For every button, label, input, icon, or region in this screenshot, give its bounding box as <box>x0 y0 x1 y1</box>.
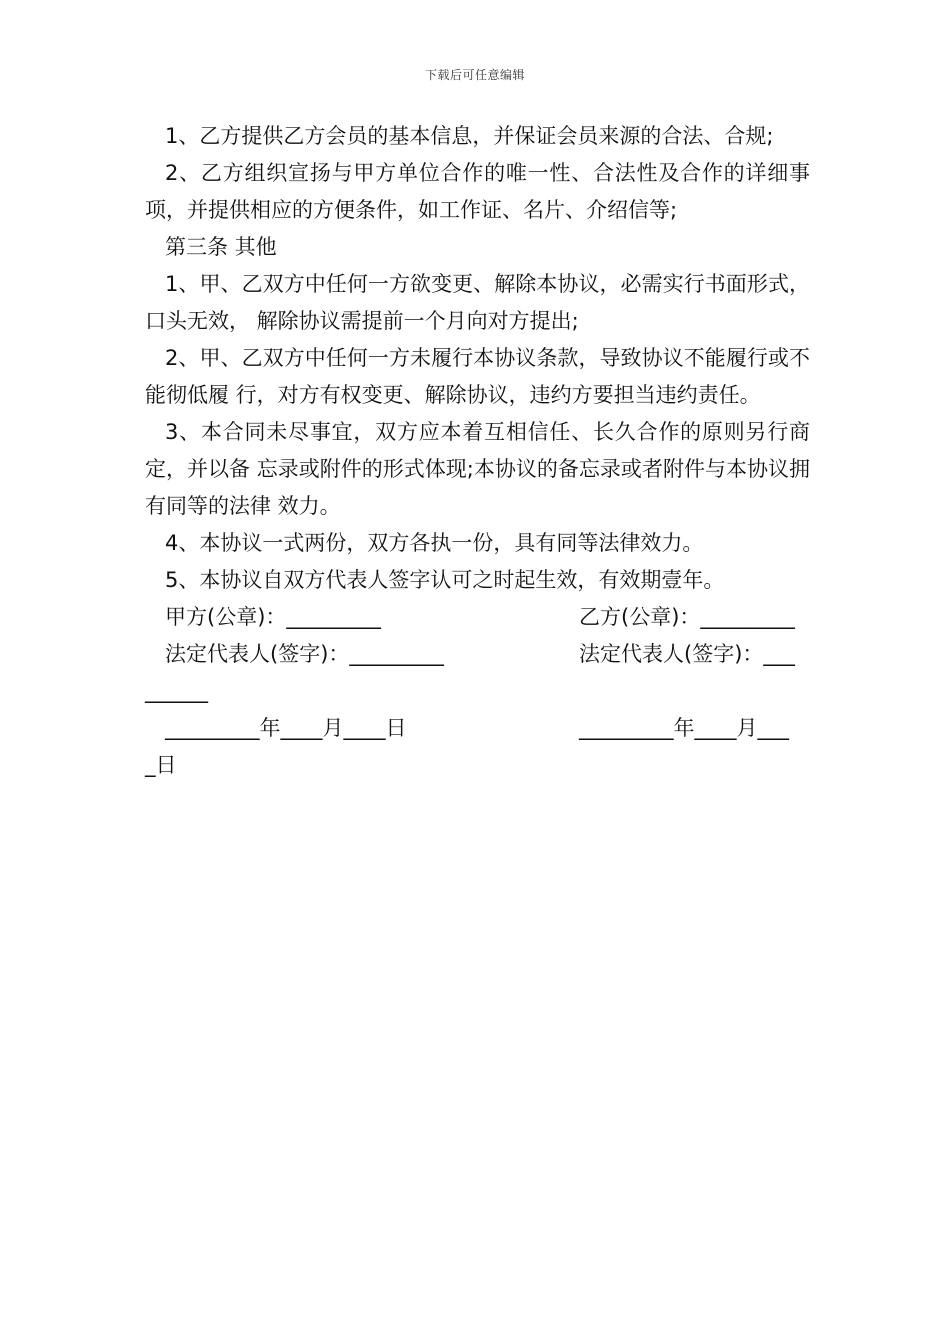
party-b-representative-tail: ______ <box>145 679 208 703</box>
party-a-seal: 甲方(公章)：_________ <box>165 605 381 629</box>
party-b-representative: 法定代表人(签字)：___ <box>579 642 795 666</box>
seal-row <box>145 599 810 636</box>
date-row <box>145 710 810 747</box>
clause-3-3: 3、本合同未尽事宜，双方应本着互相信任、长久合作的原则另行商定，并以备 忘录或附件的形式体现;本协议的备忘录或者附件与本协议拥有同等的法律 效力。 <box>145 420 810 518</box>
header-note: 下载后可任意编辑 <box>424 68 525 82</box>
clause-3-4: 4、本协议一式两份，双方各执一份，具有同等法律效力。 <box>165 531 704 555</box>
clause-3-2: 2、甲、乙双方中任何一方未履行本协议条款，导致协议不能履行或不能彻低履 行，对方有权变更、解除协议，违约方要担当违约责任。 <box>145 346 810 407</box>
party-a-date: _________年____月____日 <box>165 716 407 740</box>
document-body <box>145 118 810 784</box>
representative-row <box>145 636 810 673</box>
party-b-seal: 乙方(公章)：_________ <box>579 605 795 629</box>
section-heading: 第三条 其他 <box>165 235 277 259</box>
clause-1: 1、乙方提供乙方会员的基本信息，并保证会员来源的合法、合规; <box>165 124 774 148</box>
clause-3-1: 1、甲、乙双方中任何一方欲变更、解除本协议，必需实行书面形式，口头无效， 解除协议需提前一个月向对方提出; <box>145 272 810 333</box>
clause-3-5: 5、本协议自双方代表人签字认可之时起生效，有效期壹年。 <box>165 568 725 592</box>
party-b-date: _________年____月___ <box>579 716 789 740</box>
party-a-representative: 法定代表人(签字)：_________ <box>165 642 444 666</box>
party-b-date-tail: _日 <box>145 753 177 777</box>
clause-2: 2、乙方组织宣扬与甲方单位合作的唯一性、合法性及合作的详细事项，并提供相应的方便条件，如工作证、名片、介绍信等; <box>145 161 810 222</box>
